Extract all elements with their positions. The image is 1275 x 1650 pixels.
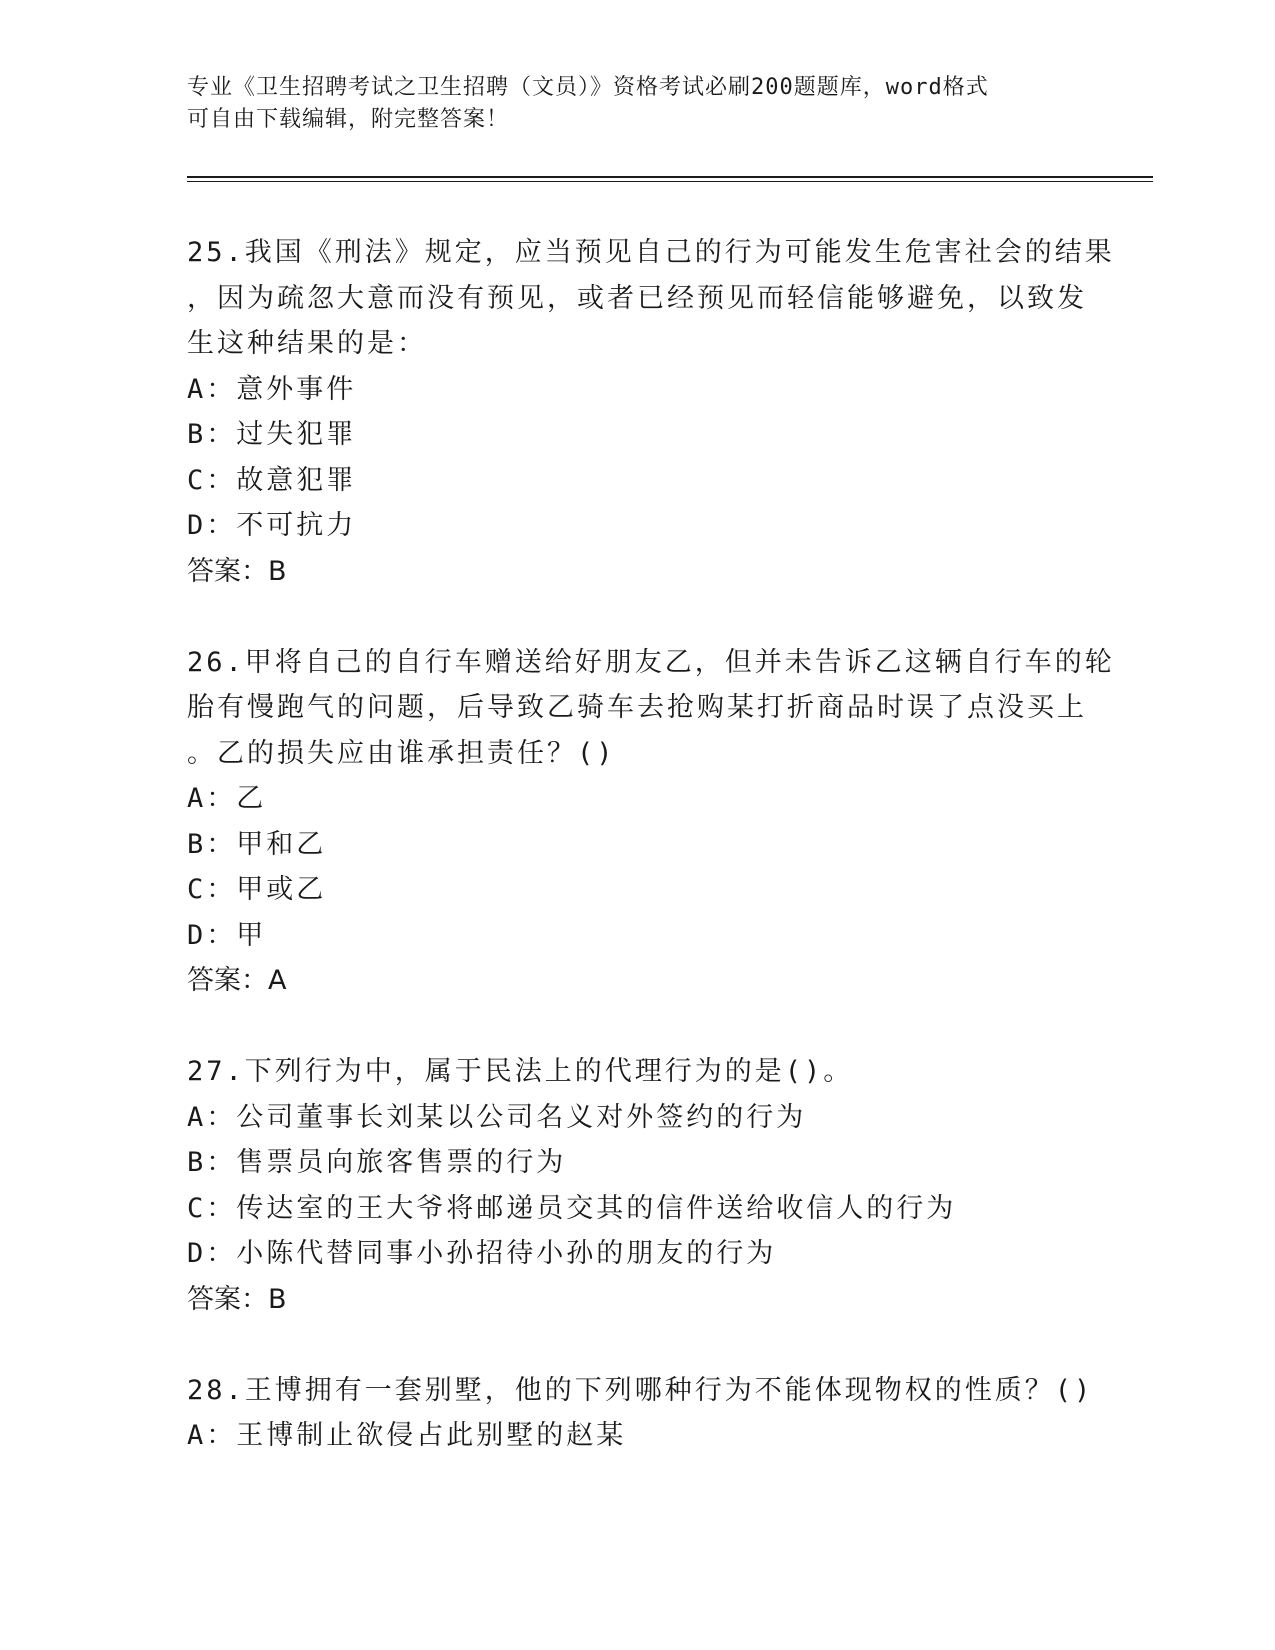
option-b: B：甲和乙 [187, 828, 327, 860]
option-d: D：小陈代替同事小孙招待小孙的朋友的行为 [187, 1238, 777, 1269]
question-26 [187, 640, 1115, 1004]
option-d: D：甲 [187, 919, 267, 951]
option-b: B：过失犯罪 [187, 419, 357, 450]
question-list [187, 230, 1115, 1459]
spacer [187, 594, 1087, 640]
header-divider-thick [187, 176, 1153, 178]
option-b: B：售票员向旅客售票的行为 [187, 1147, 567, 1178]
option-d: D：不可抗力 [187, 510, 357, 541]
question-text: 生这种结果的是： [187, 328, 427, 359]
question-text: 25.我国《刑法》规定，应当预见自己的行为可能发生危害社会的结果 [187, 237, 1115, 268]
question-27 [187, 1049, 1087, 1322]
answer: 答案：B [187, 555, 287, 587]
answer: 答案：B [187, 1283, 287, 1315]
question-28 [187, 1368, 1094, 1459]
option-a: A：公司董事长刘某以公司名义对外签约的行为 [187, 1101, 807, 1133]
question-text: 27.下列行为中，属于民法上的代理行为的是()。 [187, 1056, 854, 1087]
option-a: A：王博制止欲侵占此别墅的赵某 [187, 1420, 627, 1451]
option-a: A：乙 [187, 783, 267, 814]
question-25 [187, 230, 1115, 594]
option-c: C：甲或乙 [187, 874, 327, 905]
question-text: 26.甲将自己的自行车赠送给好朋友乙，但并未告诉乙这辆自行车的轮 [187, 646, 1115, 678]
option-c: C：传达室的王大爷将邮递员交其的信件送给收信人的行为 [187, 1192, 957, 1224]
question-text: 胎有慢跑气的问题，后导致乙骑车去抢购某打折商品时误了点没买上 [187, 692, 1087, 723]
header-line-2: 可自由下载编辑，附完整答案！ [187, 107, 510, 132]
question-text: 28.王博拥有一套别墅，他的下列哪种行为不能体现物权的性质？() [187, 1374, 1094, 1406]
header-divider-thin [187, 181, 1153, 182]
question-text: ，因为疏忽大意而没有预见，或者已经预见而轻信能够避免，以致发 [187, 282, 1087, 314]
document-header [187, 72, 1067, 136]
question-text: 。乙的损失应由谁承担责任？() [187, 737, 616, 769]
option-c: C：故意犯罪 [187, 464, 357, 496]
header-line-1: 专业《卫生招聘考试之卫生招聘（文员）》资格考试必刷200题题库，word格式 [187, 75, 989, 100]
answer: 答案：A [187, 965, 287, 996]
option-a: A：意外事件 [187, 373, 357, 405]
spacer [187, 1322, 1087, 1368]
spacer [187, 1004, 1087, 1050]
